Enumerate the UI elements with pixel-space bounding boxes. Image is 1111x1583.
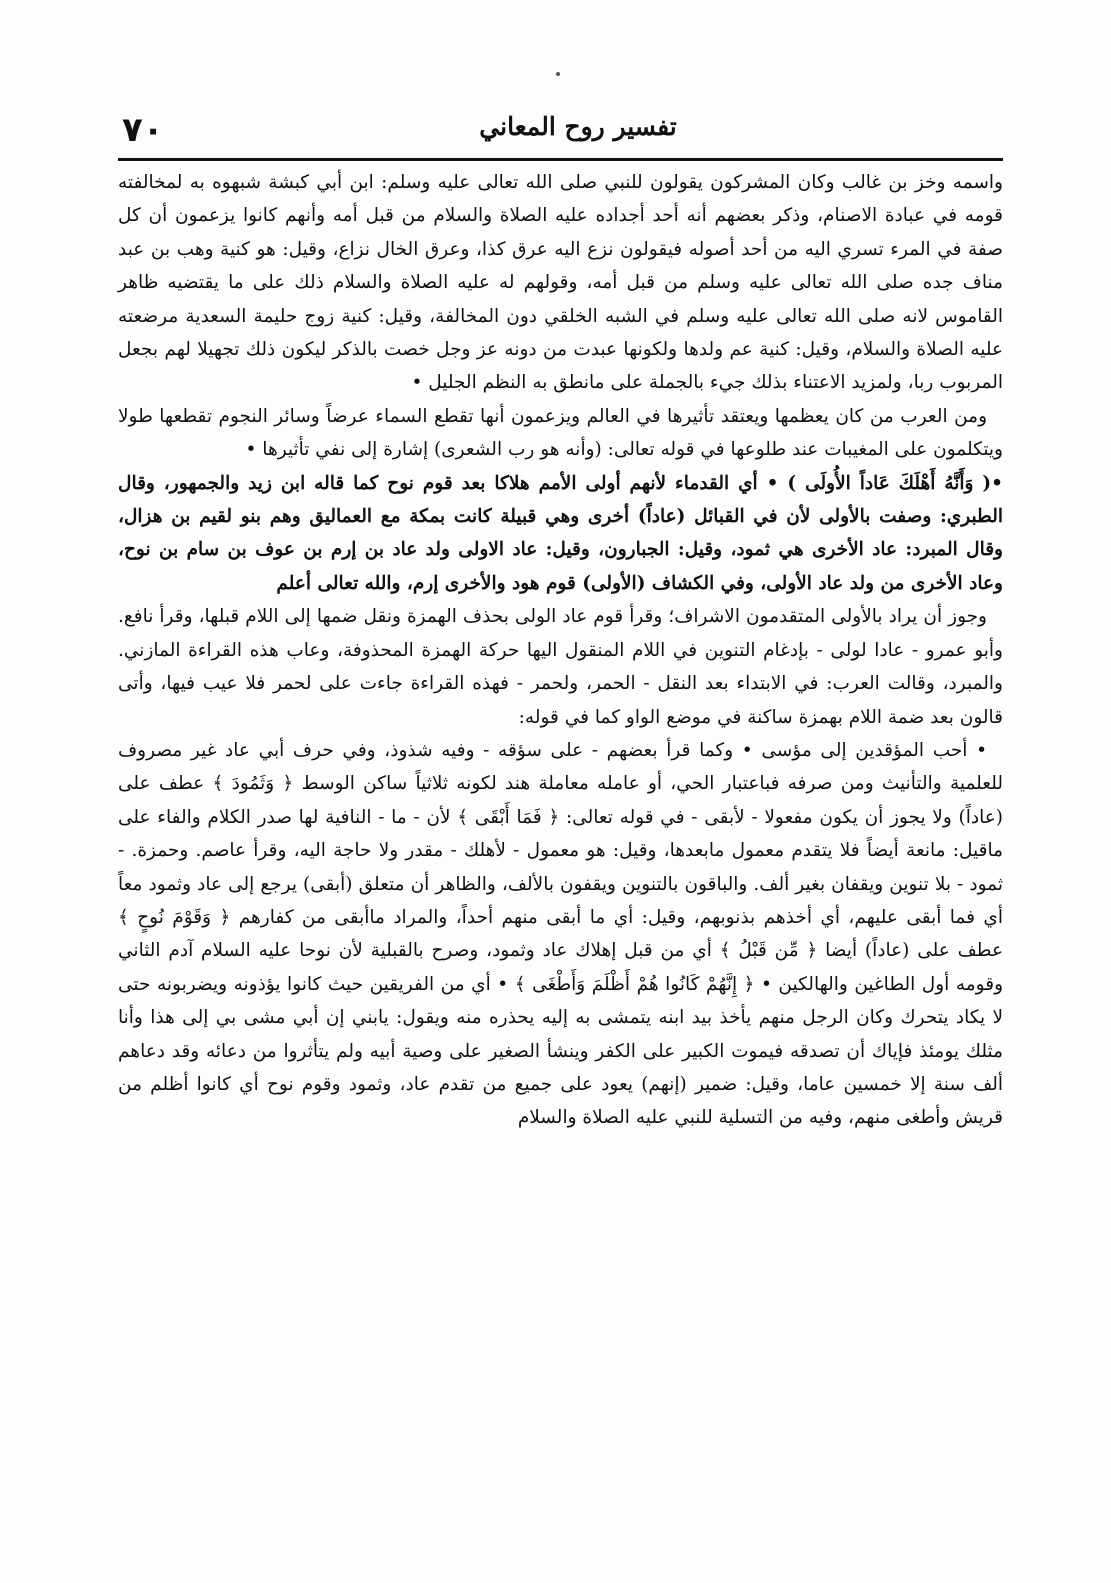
verse-paragraph: •( وَأَنَّهُ أَهْلَكَ عَاداً الأُولَى ) • أي القدماء لأنهم أولى الأمم هلاكا بعد قوم نوح كما قاله ابن زيد والجمهور، وقال الطبري: وصفت بالأولى لأن في القبائل (عاداً) أخرى وهي قبيلة كانت بمكة مع العماليق وهم بنو لقيم بن هزال، وقال المبرد: عاد الأخرى هي ثمود، وقيل: الجبارون، وقيل: عاد الاولى ولد عاد بن إرم بن عوف بن سام بن نوح، وعاد الأخرى من ولد عاد الأولى، وفي الكشاف (الأولى) قوم هود والأخرى إرم، والله تعالى أعلم — [118, 472, 1003, 594]
running-title: تفسير روح المعاني — [479, 112, 677, 141]
scan-speck — [556, 72, 560, 76]
paragraph: وجوز أن يراد بالأولى المتقدمون الاشراف؛ وقرأ قوم عاد الولى بحذف الهمزة ونقل ضمها إلى اللام قبلها، وقرأ نافع. وأبو عمرو - عادا لولى - بإدغام التنوين في اللام المنقول اليها حركة الهمزة المحذوفة، وعاب هذه القراءة المازني. والمبرد، وقالت العرب: في الابتداء بعد النقل - الحمر، ولحمر - فهذه القراءة جاءت على لحمر فلا عيب فيها، وأتى قالون بعد ضمة اللام بهمزة ساكنة في موضع الواو كما في قوله: — [118, 606, 1003, 728]
header-rule — [118, 158, 1003, 161]
paragraph: واسمه وخز بن غالب وكان المشركون يقولون للنبي صلى الله تعالى عليه وسلم: ابن أبي كبشة شبهوه به لمخالفته قومه في عبادة الاصنام، وذكر بعضهم أنه أحد أجداده عليه الصلاة والسلام من قبل أمه وأنهم كانوا يزعمون أن كل صفة في المرء تسري اليه من أحد أصوله فيقولون نزع اليه عرق كذا، وعرق الخال نزاع، وقيل: هو كنية وهب بن عبد مناف جده صلى الله تعالى عليه وسلم من قبل أمه، وقولهم له عليه الصلاة والسلام ذلك على ما يقتضيه ظاهر القاموس لانه صلى الله تعالى عليه وسلم في الشبه الخلقي دون المخالفة، وقيل: كنية زوج حليمة السعدية مرضعته عليه الصلاة والسلام، وقيل: كنية عم ولدها ولكونها عبدت من دونه عز وجل خصت بالذكر ليكون ذلك تجهيلا لهم بجعل المربوب ربا، ولمزيد الاعتناء بذلك جيء بالجملة على مانطق به النظم الجليل • — [118, 172, 1003, 394]
paragraph: ومن العرب من كان يعظمها ويعتقد تأثيرها في العالم ويزعمون أنها تقطع السماء عرضاً وسائر النجوم تقطعها طولا ويتكلمون على المغيبات عند طلوعها في قوله تعالى: (وأنه هو رب الشعرى) إشارة إلى نفي تأثيرها • — [118, 405, 1003, 461]
page-header — [118, 108, 1003, 156]
paragraph: • أحب المؤقدين إلى مؤسى • وكما قرأ بعضهم - على سؤقه - وفيه شذوذ، وفي حرف أبي عاد غير مصروف للعلمية والتأنيث ومن صرفه فباعتبار الحي، أو عامله معاملة هند لكونه ثلاثياً ساكن الوسط ﴿ وَثَمُودَ ﴾ عطف على (عاداً) ولا يجوز أن يكون مفعولا - لأبقى - في قوله تعالى: ﴿ فَمَا أَبْقَى ﴾ لأن - ما - النافية لها صدر الكلام والفاء على ماقيل: مانعة أيضاً فلا يتقدم معمول مابعدها، وقيل: هو معمول - لأهلك - مقدر ولا حاجة اليه، وقرأ عاصم. وحمزة. - ثمود - بلا تنوين ويقفان بغير ألف. والباقون بالتنوين ويقفون بالألف، والظاهر أن متعلق (أبقى) يرجع إلى عاد وثمود معاً أي فما أبقى عليهم، أي أخذهم بذنوبهم، وقيل: أي ما أبقى منهم أحداً، والمراد ماأبقى من كفارهم ﴿ وَقَوْمَ نُوحٍ ﴾ عطف على (عاداً) أيضا ﴿ مِّن قَبْلُ ﴾ أي من قبل إهلاك عاد وثمود، وصرح بالقبلية لأن نوحا عليه السلام آدم الثاني وقومه أول الطاغين والهالكين • ﴿ إِنَّهُمْ كَانُوا هُمْ أَظْلَمَ وَأَطْغَى ﴾ • أي من الفريقين حيث كانوا يؤذونه ويضربونه حتى لا يكاد يتحرك وكان الرجل منهم يأخذ بيد ابنه يتمشى به إليه يحذره منه ويقول: يابني إن أبي مشى بي إلى هذا وأنا مثلك يومئذ فإياك أن تصدقه فيموت الكبير على الكفر وينشأ الصغير على وصية أبيه ولم يتأثروا من دعائه وقد دعاهم ألف سنة إلا خمسين عاما، وقيل: ضمير (إنهم) يعود على جميع من تقدم عاد، وثمود وقوم نوح أي كانوا أظلم من قريش وأطغى منهم، وفيه من التسلية للنبي عليه الصلاة والسلام — [118, 739, 1003, 1129]
page-number: ٧٠ — [122, 110, 164, 150]
page-body — [118, 166, 1003, 1135]
